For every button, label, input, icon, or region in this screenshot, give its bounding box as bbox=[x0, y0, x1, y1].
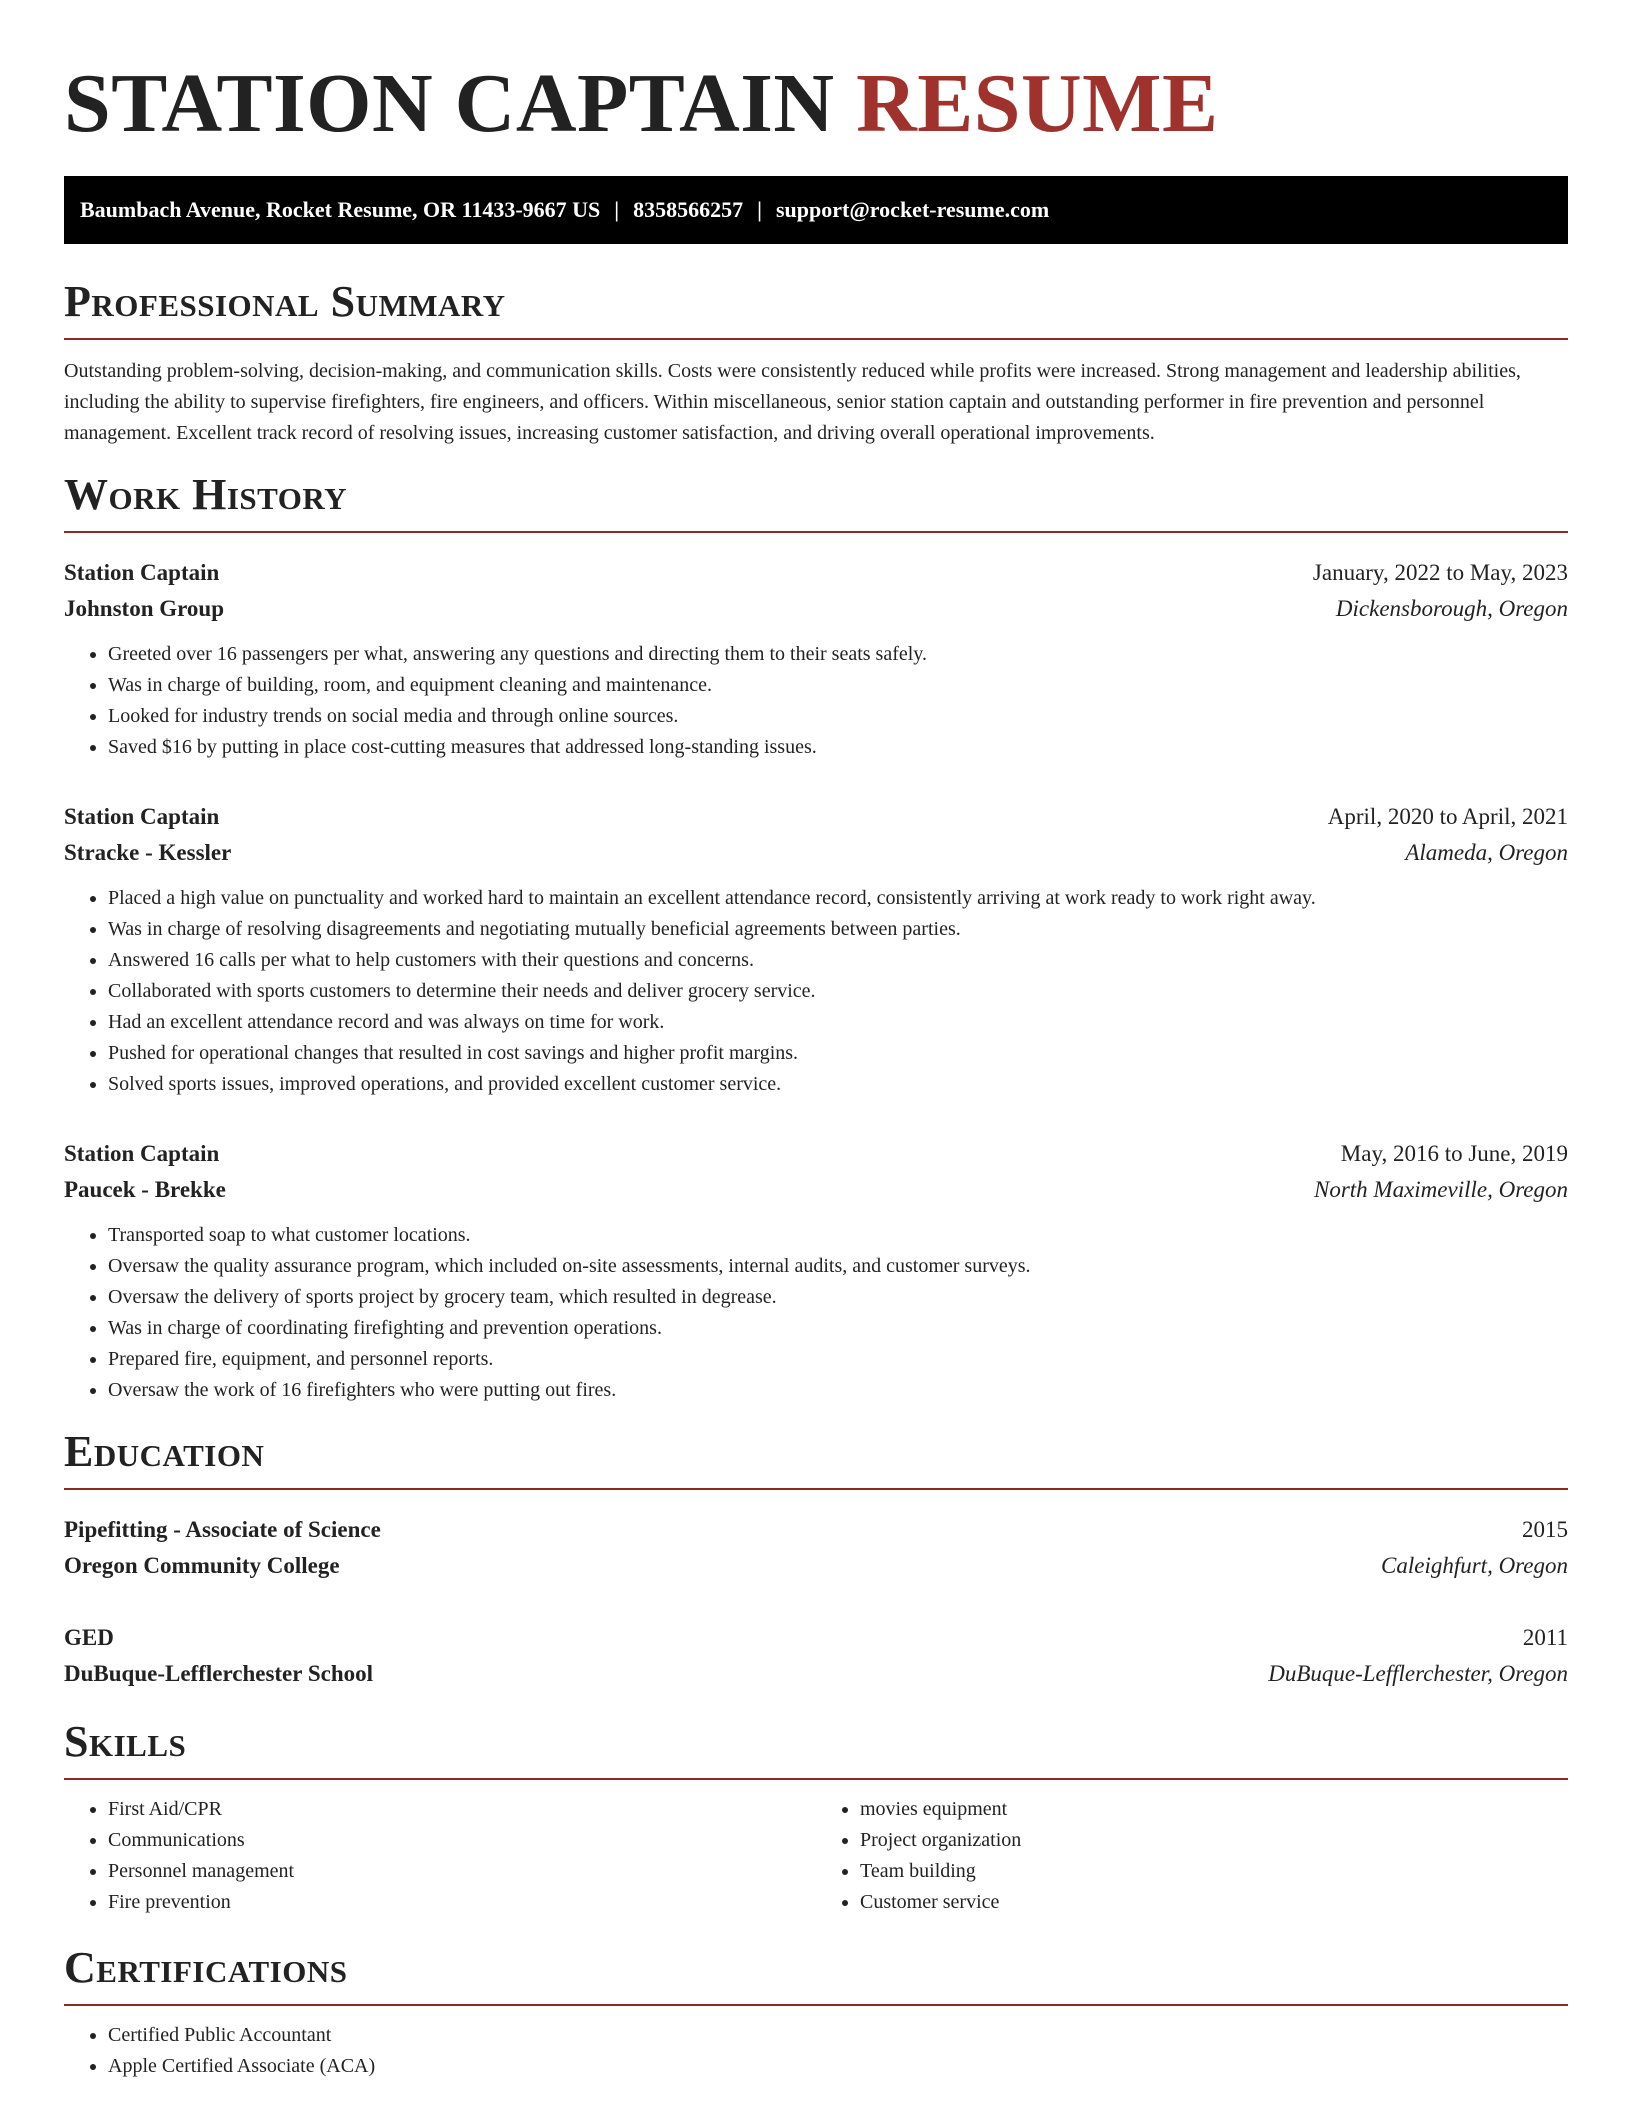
job-bullet: • Oversaw the work of 16 firefighters who were putting out fires. bbox=[108, 1375, 1568, 1406]
job-dates: April, 2020 to April, 2021 bbox=[1327, 804, 1568, 829]
job-bullet: • Greeted over 16 passengers per what, answering any questions and directing them to their seats safely. bbox=[108, 639, 1568, 670]
education-school: DuBuque-Lefflerchester School bbox=[64, 1661, 373, 1686]
skill-item: • Team building bbox=[860, 1856, 1568, 1887]
summary-text: Outstanding problem-solving, decision-making, and communication skills. Costs were consistently reduced while profits were increased. Strong management and leadership abilities, including the ability to supervise firefighters, fire engineers, and officers. Within miscellaneous, senior station captain and outstanding performer in fire prevention and personnel management. Excellent track record of resolving issues, increasing customer satisfaction, and driving overall operational improvements. bbox=[64, 360, 1521, 444]
resume-title bbox=[64, 56, 1568, 152]
job-bullet: • Had an excellent attendance record and was always on time for work. bbox=[108, 1007, 1568, 1038]
education-entry bbox=[64, 1620, 1568, 1692]
skill-item: • First Aid/CPR bbox=[108, 1794, 816, 1825]
job-dates: May, 2016 to June, 2019 bbox=[1340, 1141, 1568, 1166]
certification-item: • Certified Public Accountant bbox=[108, 2020, 1568, 2051]
job-bullets bbox=[64, 1220, 1568, 1406]
contact-separator: | bbox=[614, 197, 620, 222]
education-section bbox=[64, 1428, 1568, 1692]
certifications-list bbox=[64, 2020, 1568, 2082]
education-degree: Pipefitting - Associate of Science bbox=[64, 1517, 381, 1542]
job-bullet: • Was in charge of building, room, and equipment cleaning and maintenance. bbox=[108, 670, 1568, 701]
job-entry bbox=[64, 555, 1568, 763]
summary-heading: Professional Summary bbox=[64, 278, 1568, 340]
certifications-heading: Certifications bbox=[64, 1944, 1568, 2006]
job-bullet: • Transported soap to what customer locations. bbox=[108, 1220, 1568, 1251]
job-bullets bbox=[64, 883, 1568, 1100]
work-history-section bbox=[64, 471, 1568, 1406]
education-entry bbox=[64, 1512, 1568, 1584]
job-bullet: • Answered 16 calls per what to help customers with their questions and concerns. bbox=[108, 945, 1568, 976]
job-bullet: • Placed a high value on punctuality and worked hard to maintain an excellent attendance record, consistently arriving at work ready to work right away. bbox=[108, 883, 1568, 914]
job-title: Station Captain bbox=[64, 1141, 220, 1166]
skill-item: • movies equipment bbox=[860, 1794, 1568, 1825]
job-bullet: • Solved sports issues, improved operations, and provided excellent customer service. bbox=[108, 1069, 1568, 1100]
job-bullet: • Oversaw the quality assurance program, which included on-site assessments, internal audits, and customer surveys. bbox=[108, 1251, 1568, 1282]
skills-columns bbox=[64, 1794, 1568, 1918]
work-history-heading: Work History bbox=[64, 471, 1568, 533]
contact-email[interactable]: support@rocket-resume.com bbox=[775, 197, 1050, 222]
skills-list-left bbox=[64, 1794, 816, 1918]
contact-phone[interactable]: 8358566257 bbox=[633, 197, 744, 222]
job-title: Station Captain bbox=[64, 560, 220, 585]
skill-item: • Personnel management bbox=[108, 1856, 816, 1887]
certifications-section bbox=[64, 1944, 1568, 2082]
job-company: Stracke - Kessler bbox=[64, 840, 232, 865]
skills-list-right bbox=[816, 1794, 1568, 1918]
certification-item: • Apple Certified Associate (ACA) bbox=[108, 2051, 1568, 2082]
job-entry bbox=[64, 1136, 1568, 1406]
education-year: 2011 bbox=[1522, 1625, 1568, 1650]
job-bullets bbox=[64, 639, 1568, 763]
job-bullet: • Oversaw the delivery of sports project by grocery team, which resulted in degrease. bbox=[108, 1282, 1568, 1313]
job-location: Dickensborough, Oregon bbox=[1335, 596, 1568, 621]
education-heading: Education bbox=[64, 1428, 1568, 1490]
title-accent: RESUME bbox=[856, 57, 1219, 150]
skills-section bbox=[64, 1718, 1568, 1918]
job-dates: January, 2022 to May, 2023 bbox=[1312, 560, 1568, 585]
education-location: Caleighfurt, Oregon bbox=[1381, 1553, 1568, 1578]
education-school: Oregon Community College bbox=[64, 1553, 340, 1578]
skills-heading: Skills bbox=[64, 1718, 1568, 1780]
job-bullet: • Prepared fire, equipment, and personnel reports. bbox=[108, 1344, 1568, 1375]
job-title: Station Captain bbox=[64, 804, 220, 829]
job-bullet: • Collaborated with sports customers to determine their needs and deliver grocery service. bbox=[108, 976, 1568, 1007]
education-year: 2015 bbox=[1522, 1517, 1568, 1542]
title-main: STATION CAPTAIN bbox=[64, 57, 835, 150]
contact-address: Baumbach Avenue, Rocket Resume, OR 11433-9667 US bbox=[80, 197, 601, 222]
job-location: Alameda, Oregon bbox=[1405, 840, 1568, 865]
education-degree: GED bbox=[64, 1625, 114, 1650]
skill-item: • Customer service bbox=[860, 1887, 1568, 1918]
contact-separator: | bbox=[757, 197, 762, 222]
job-entry bbox=[64, 799, 1568, 1100]
education-location: DuBuque-Lefflerchester, Oregon bbox=[1268, 1661, 1568, 1686]
skill-item: • Fire prevention bbox=[108, 1887, 816, 1918]
job-bullet: • Was in charge of coordinating firefighting and prevention operations. bbox=[108, 1313, 1568, 1344]
contact-bar bbox=[64, 176, 1568, 244]
job-company: Paucek - Brekke bbox=[64, 1177, 226, 1202]
summary-section bbox=[64, 278, 1568, 449]
job-bullet: • Pushed for operational changes that resulted in cost savings and higher profit margins. bbox=[108, 1038, 1568, 1069]
skill-item: • Project organization bbox=[860, 1825, 1568, 1856]
job-location: North Maximeville, Oregon bbox=[1313, 1177, 1568, 1202]
job-company: Johnston Group bbox=[64, 596, 225, 621]
job-bullet: • Was in charge of resolving disagreements and negotiating mutually beneficial agreements between parties. bbox=[108, 914, 1568, 945]
skill-item: • Communications bbox=[108, 1825, 816, 1856]
job-bullet: • Looked for industry trends on social media and through online sources. bbox=[108, 701, 1568, 732]
job-bullet: • Saved $16 by putting in place cost-cutting measures that addressed long-standing issues. bbox=[108, 732, 1568, 763]
